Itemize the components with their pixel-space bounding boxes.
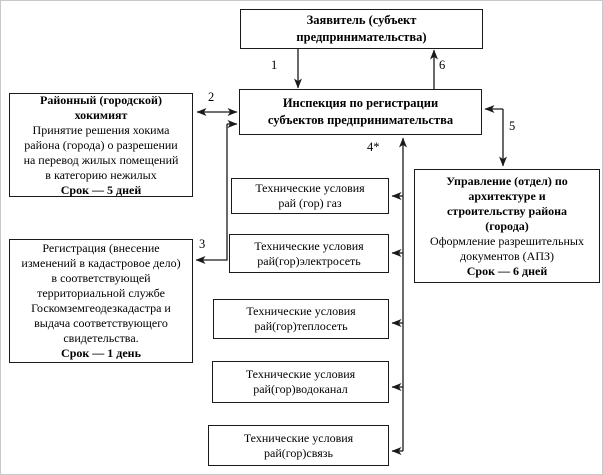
node-inspection-line: субъектов предпринимательства — [267, 113, 454, 127]
node-architecture-title-line: архитектуре и — [468, 188, 546, 203]
flow-label-step5: 5 — [509, 119, 516, 133]
node-applicant — [240, 9, 483, 49]
flow-label-step3: 3 — [199, 237, 206, 251]
node-registration-body-line: Госкомземгеодезкадастра и — [31, 301, 171, 315]
flow-label-step1: 1 — [271, 58, 278, 72]
node-khokimiyat-term: Срок — 5 дней — [60, 182, 142, 197]
node-registration-body-line: Регистрация (внесение — [42, 241, 160, 255]
node-tech-gas — [231, 178, 389, 214]
node-khokimiyat-body-line: на перевод жилых помещений — [23, 152, 179, 167]
node-registration-body-line: в соответствующей — [51, 271, 151, 285]
node-tech-comms — [208, 425, 389, 466]
node-khokimiyat-body-line: в категорию нежилых — [45, 167, 157, 182]
flow-label-step2: 2 — [208, 90, 215, 104]
node-tech-electric-line: рай(гор)электросеть — [257, 253, 361, 268]
node-architecture-body-line: документов (АПЗ) — [459, 248, 555, 263]
node-architecture-body-line: Оформление разрешительных — [430, 233, 584, 248]
node-tech-electric-line: Технические условия — [254, 238, 364, 253]
node-tech-comms-line: Технические условия — [243, 430, 354, 445]
flow-label-step6: 6 — [439, 58, 446, 72]
node-architecture — [414, 169, 600, 283]
node-khokimiyat-body-line: Принятие решения хокима — [32, 122, 170, 137]
node-registration — [9, 239, 193, 363]
node-registration-body-line: территориальной службе — [37, 286, 165, 300]
node-inspection-line: Инспекция по регистрации — [282, 96, 439, 110]
node-registration-body-line: изменений в кадастровое дело) — [21, 256, 181, 270]
node-registration-term: Срок — 1 день — [61, 346, 141, 360]
node-tech-comms-line: рай(гор)связь — [264, 445, 333, 460]
node-tech-electric — [229, 234, 389, 273]
node-khokimiyat — [9, 93, 193, 197]
node-tech-heat-line: Технические условия — [246, 304, 356, 318]
node-khokimiyat-title-line: хокимият — [74, 107, 128, 122]
node-tech-heat-line: рай(гор)теплосеть — [254, 319, 348, 333]
node-applicant-line: Заявитель (субъект — [306, 13, 417, 27]
node-tech-gas-line: Технические условия — [255, 181, 365, 195]
node-architecture-title-line: (города) — [485, 218, 529, 233]
node-tech-water-line: Технические условия — [245, 367, 356, 381]
node-architecture-term: Срок — 6 дней — [466, 263, 548, 278]
node-registration-body-line: свидетельства. — [63, 331, 139, 345]
node-applicant-line: предпринимательства) — [296, 30, 427, 44]
node-khokimiyat-body-line: района (города) о разрешении — [24, 137, 178, 152]
flow-label-step4: 4* — [367, 140, 380, 154]
node-architecture-title-line: строительству района — [446, 203, 568, 218]
node-registration-body-line: выдача соответствующего — [34, 316, 168, 330]
node-tech-water-line: рай(гор)водоканал — [253, 382, 348, 396]
node-tech-heat — [213, 299, 389, 339]
node-tech-gas-line: рай (гор) газ — [278, 196, 342, 210]
node-inspection — [239, 89, 482, 135]
node-khokimiyat-title-line: Районный (городской) — [40, 92, 162, 107]
node-architecture-title-line: Управление (отдел) по — [446, 173, 568, 188]
node-tech-water — [212, 361, 389, 403]
